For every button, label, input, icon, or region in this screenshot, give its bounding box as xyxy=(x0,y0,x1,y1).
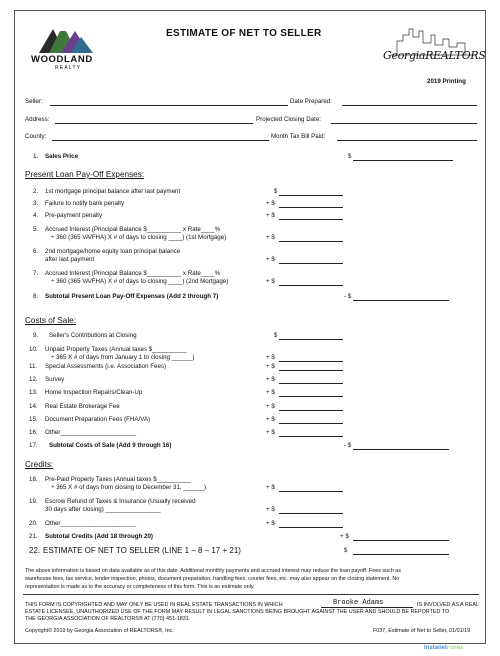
line-6-sign: + $ xyxy=(266,256,275,263)
month-tax-label: Month Tax Bill Paid: xyxy=(271,133,326,140)
line-11-sign: + $ xyxy=(266,363,275,370)
line-7-sign: + $ xyxy=(266,278,275,285)
line-7-label-cont: ÷ 360 (365 VA/FHA) X # of days to closing ____) (2nd Mortgage) xyxy=(51,278,229,285)
form-page xyxy=(14,10,486,644)
line-19-sign: + $ xyxy=(266,506,275,513)
line-15-sign: + $ xyxy=(266,416,275,423)
line-20-number: 20. xyxy=(29,520,38,527)
date-prepared-field[interactable] xyxy=(342,105,477,106)
line-9-amount[interactable] xyxy=(279,339,343,340)
line-9-label: Seller's Contributions at Closing xyxy=(49,332,137,339)
line-1-amount[interactable] xyxy=(353,160,453,161)
instanet-logo xyxy=(424,645,463,651)
line-5-sign: + $ xyxy=(266,234,275,241)
line-18-amount[interactable] xyxy=(279,491,343,492)
line-13-label: Home Inspection Repairs/Clean-Up xyxy=(45,389,143,396)
line-14-sign: + $ xyxy=(266,403,275,410)
line-22-amount[interactable] xyxy=(353,554,449,555)
projected-closing-field[interactable] xyxy=(331,123,477,124)
line-4-number: 4. xyxy=(33,212,39,219)
line-7-amount[interactable] xyxy=(279,285,343,286)
seller-label: Seller: xyxy=(25,98,43,105)
line-11-label: Special Assessments (i.e. Association Fees) xyxy=(45,363,167,370)
line-16-amount[interactable] xyxy=(279,436,343,437)
line-14-label: Real Estate Brokerage Fee xyxy=(45,403,120,410)
printing-year: 2019 Printing xyxy=(427,78,466,85)
line-16-number: 16. xyxy=(29,429,38,436)
line-4-sign: + $ xyxy=(266,212,275,219)
line-22-label: ESTIMATE OF NET TO SELLER (LINE 1 – 8 – 17 + 21) xyxy=(43,546,241,555)
credits-heading: Credits: xyxy=(25,460,54,469)
line-14-amount[interactable] xyxy=(279,410,343,411)
line-5-label-cont: ÷ 360 (365 VA/FHA) X # of days to closing ____) (1st Mortgage) xyxy=(51,234,227,241)
line-21-number: 21. xyxy=(29,533,38,540)
line-12-amount[interactable] xyxy=(279,383,343,384)
footer-divider xyxy=(23,594,479,595)
line-13-number: 13. xyxy=(29,389,38,396)
line-3-amount[interactable] xyxy=(279,207,343,208)
footer-line-2: ESTATE LICENSEE. UNAUTHORIZED USE OF THE FORM MAY RESULT IN LEGAL SANCTIONS BEING BROUGHT AGAINST THE USER AND SHOULD BE REPORTED TO xyxy=(25,609,450,615)
line-10-label-cont: ÷ 365 X # of days from January 1 to closing ______) xyxy=(51,354,195,361)
line-15-label: Document Preparation Fees (FHA/VA) xyxy=(45,416,151,423)
line-18-label: Pre-Paid Property Taxes (Annual taxes $__________ xyxy=(45,476,192,483)
line-22-number: 22. xyxy=(29,546,41,555)
line-6-label-cont: after last payment xyxy=(45,256,95,263)
line-5-number: 5. xyxy=(33,226,39,233)
line-5-amount[interactable] xyxy=(279,241,343,242)
address-field[interactable] xyxy=(55,123,253,124)
line-8-amount[interactable] xyxy=(353,300,449,301)
line-5-label: Accrued Interest (Principal Balance $__________ x Rate____% xyxy=(45,226,221,233)
line-4-amount[interactable] xyxy=(279,219,343,220)
line-18-sign: + $ xyxy=(266,484,275,491)
payoff-heading: Present Loan Pay-Off Expenses: xyxy=(25,170,145,179)
line-6-amount[interactable] xyxy=(279,263,343,264)
instanet-logo-a: Instanet xyxy=(424,645,448,651)
line-8-sign: - $ xyxy=(344,293,352,300)
month-tax-field[interactable] xyxy=(337,140,477,141)
line-19-label: Escrow Refund of Taxes & Insurance (Usually received xyxy=(45,498,196,505)
costs-heading: Costs of Sale: xyxy=(25,316,76,325)
line-12-sign: + $ xyxy=(266,376,275,383)
line-13-amount[interactable] xyxy=(279,396,343,397)
line-3-label: Failure to notify bank penalty xyxy=(45,200,125,207)
county-field[interactable] xyxy=(52,140,269,141)
line-9-sign: $ xyxy=(274,332,278,339)
disclaimer-line-1: The above information is based on data available as of this date. Additional monthly payments and accrued interest may reduce the loan payoff. Fees such as xyxy=(25,568,401,574)
line-20-label: Other______________________ xyxy=(45,520,137,527)
line-17-number: 17. xyxy=(29,442,38,449)
line-1-number: 1. xyxy=(33,153,39,160)
line-20-amount[interactable] xyxy=(279,527,343,528)
line-10-amount[interactable] xyxy=(279,361,343,362)
form-id: F037, Estimate of Net to Seller, 01/01/19 xyxy=(373,628,471,634)
line-3-number: 3. xyxy=(33,200,39,207)
line-21-sign: + $ xyxy=(340,533,349,540)
line-9-number: 9. xyxy=(33,332,39,339)
line-20-sign: + $ xyxy=(266,520,275,527)
line-2-number: 2. xyxy=(33,188,39,195)
line-13-sign: + $ xyxy=(266,389,275,396)
line-12-number: 12. xyxy=(29,376,38,383)
projected-closing-label: Projected Closing Date: xyxy=(256,116,322,123)
georgia-realtors-wordmark: GeorgiaREALTORS xyxy=(383,49,486,62)
line-11-number: 11. xyxy=(29,363,38,370)
seller-field[interactable] xyxy=(50,105,288,106)
line-17-sign: - $ xyxy=(344,442,352,449)
line-7-number: 7. xyxy=(33,270,39,277)
line-18-label-cont: ÷ 365 X # of days from closing to December 31, ______) xyxy=(51,484,207,491)
logo-wordmark: WOODLAND xyxy=(31,54,93,65)
line-6-number: 6. xyxy=(33,248,39,255)
line-19-amount[interactable] xyxy=(279,513,343,514)
line-1-label: Sales Price xyxy=(45,153,79,160)
line-15-number: 15. xyxy=(29,416,38,423)
line-12-label: Survey xyxy=(45,376,65,383)
line-17-label: Subtotal Costs of Sale (Add 9 through 16) xyxy=(49,442,172,449)
licensee-field[interactable] xyxy=(321,607,413,608)
line-10-sign: + $ xyxy=(266,354,275,361)
logo-subtitle: REALTY xyxy=(55,65,82,71)
line-3-sign: + $ xyxy=(266,200,275,207)
line-19-label-cont: 30 days after closing) ________________ xyxy=(45,506,161,513)
line-2-sign: $ xyxy=(274,188,278,195)
line-14-number: 14. xyxy=(29,403,38,410)
footer-line-3: THE GEORGIA ASSOCIATION OF REALTORS® AT (770) 451-1831. xyxy=(25,616,191,622)
line-10-label: Unpaid Property Taxes (Annual taxes $__________ xyxy=(45,346,187,353)
line-1-sign: $ xyxy=(348,153,352,160)
copyright: Copyright© 2019 by Georgia Association of REALTORS®, Inc. xyxy=(25,628,174,634)
line-19-number: 19. xyxy=(29,498,38,505)
line-16-sign: + $ xyxy=(266,429,275,436)
line-8-number: 8. xyxy=(33,293,39,300)
line-2-label: 1st mortgage principal balance after last payment xyxy=(45,188,181,195)
line-21-label: Subtotal Credits (Add 18 through 20) xyxy=(45,533,153,540)
line-22-sign: $ xyxy=(344,547,348,554)
line-21-amount[interactable] xyxy=(353,540,449,541)
line-15-amount[interactable] xyxy=(279,423,343,424)
line-7-label: Accrued Interest (Principal Balance $__________ x Rate____% xyxy=(45,270,221,277)
disclaimer-line-3: representation is made as to the accuracy or completeness of this form. This is an estimate only. xyxy=(25,584,255,590)
woodland-mountain-logo xyxy=(37,23,95,53)
line-11-amount[interactable] xyxy=(279,370,343,371)
line-10-number: 10. xyxy=(29,346,38,353)
licensee-name: Brooke Adams xyxy=(333,599,384,607)
footer-line-1b: IS INVOLVED AS A REAL xyxy=(417,602,479,608)
line-6-label: 2nd mortgage/home equity loan principal balance xyxy=(45,248,181,255)
document-title: ESTIMATE OF NET TO SELLER xyxy=(166,28,322,39)
date-prepared-label: Date Prepared: xyxy=(290,98,332,105)
county-label: County: xyxy=(25,133,47,140)
line-8-label: Subtotal Present Loan Pay-Off Expenses (Add 2 through 7) xyxy=(45,293,219,300)
footer-line-1a: THIS FORM IS COPYRIGHTED AND MAY ONLY BE USED IN REAL ESTATE TRANSACTIONS IN WHICH xyxy=(25,602,283,608)
line-16-label: Other______________________ xyxy=(45,429,137,436)
disclaimer-line-2: warehouse fees, tax service, lender inspection, photos, document preparation, handling fees, courier fees, etc. may also appear on the closing statement. No xyxy=(25,576,400,582)
line-4-label: Pre-payment penalty xyxy=(45,212,103,219)
line-2-amount[interactable] xyxy=(279,195,343,196)
line-17-amount[interactable] xyxy=(353,449,449,450)
instanet-logo-b: FORMS xyxy=(447,645,464,650)
address-label: Address: xyxy=(25,116,50,123)
line-18-number: 18. xyxy=(29,476,38,483)
